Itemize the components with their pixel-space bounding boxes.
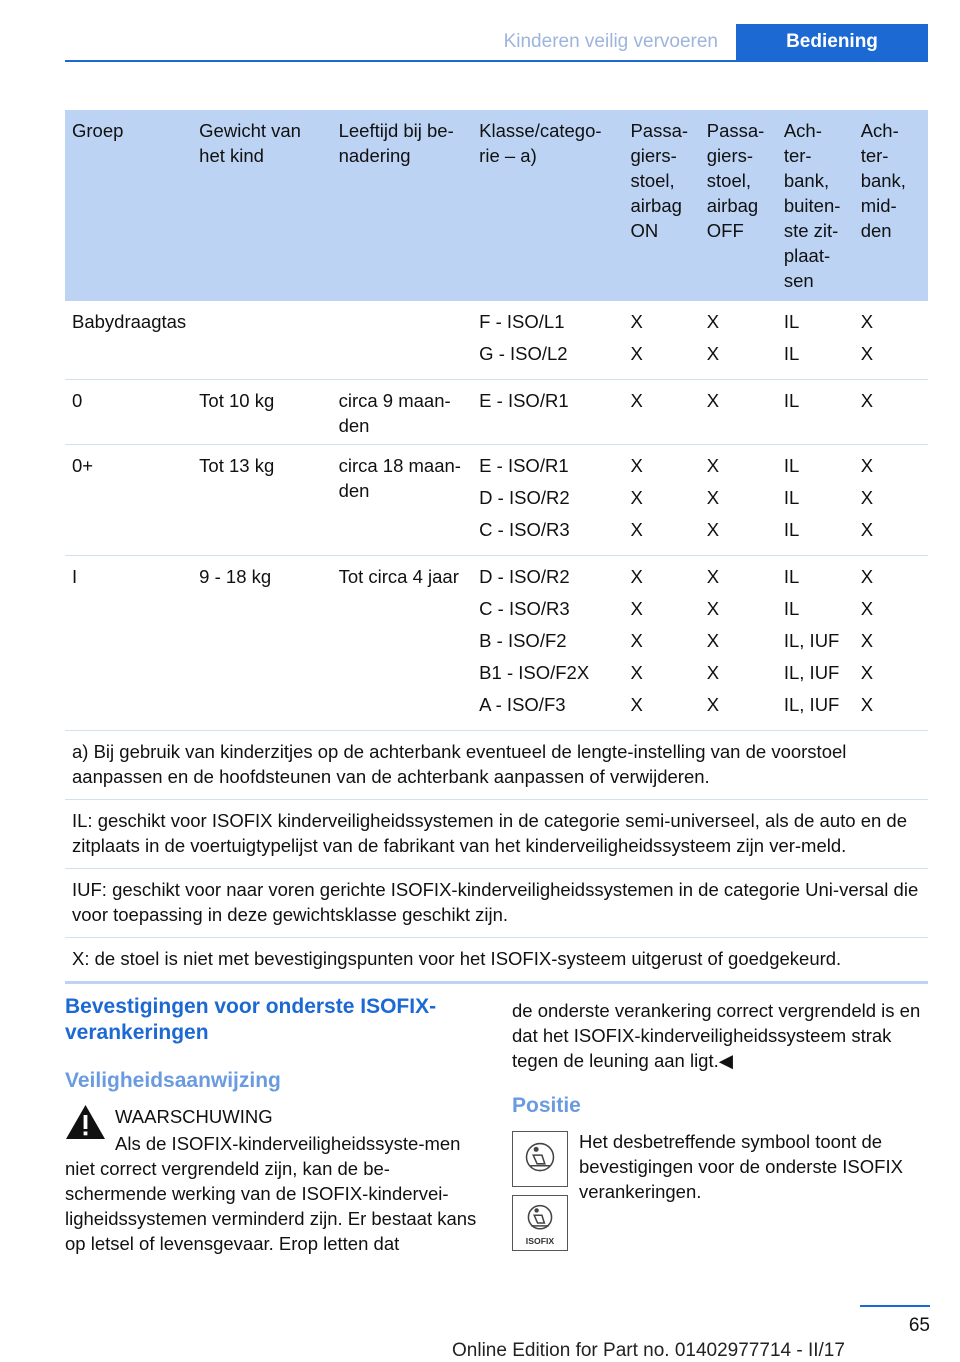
table-footnote-row <box>65 731 928 800</box>
cell-value: X <box>630 343 643 364</box>
warning-continued: de onderste verankering correct vergrendeld is en dat het ISOFIX-kinderveiligheidssysteem strak tegen de leuning aan ligt.◀ <box>512 1000 921 1071</box>
left-column <box>65 994 480 1256</box>
cell-value: B1 - ISO/F2X <box>479 662 590 683</box>
cell-value: X <box>630 694 643 715</box>
safety-heading: Veiligheidsaanwijzing <box>65 1069 281 1092</box>
cell-value: X <box>860 487 874 508</box>
weight-cell: Tot 13 kg <box>192 445 331 556</box>
warning-block <box>65 1104 480 1256</box>
cell-value: X <box>630 662 643 683</box>
cell-value: E - ISO/R1 <box>479 455 569 476</box>
cell-value: IL <box>783 311 800 332</box>
table-footnote-row <box>65 869 928 938</box>
cell-value: IL <box>783 343 800 364</box>
cell-value: C - ISO/R3 <box>479 519 570 540</box>
class-column-cell <box>777 445 854 556</box>
cell-value: IL <box>783 487 800 508</box>
class-column-cell <box>700 301 777 380</box>
page-number: 65 <box>860 1305 930 1337</box>
column-header: Passa- giers- stoel, airbag OFF <box>700 110 777 301</box>
class-column-cell <box>854 445 928 556</box>
class-column-cell <box>472 380 623 445</box>
class-column-cell <box>700 380 777 445</box>
isofix-label: ISOFIX <box>525 1236 555 1247</box>
cell-value: X <box>860 662 874 683</box>
child-seat-icon <box>512 1131 568 1187</box>
group-cell: I <box>65 556 192 731</box>
cell-value: IL, IUF <box>783 630 840 651</box>
cell-value: X <box>706 311 720 332</box>
class-column-cell <box>472 556 623 731</box>
footnote-text: a) Bij gebruik van kinderzitjes op de achterbank eventueel de lengte-instelling van de voorstoel aanpassen en de hoofdsteunen van de achterbank aanpassen of verwijderen. <box>65 731 928 800</box>
cell-value: X <box>630 455 643 476</box>
table-row <box>65 380 928 445</box>
table-footnote-row <box>65 938 928 983</box>
column-header: Groep <box>65 110 192 301</box>
cell-value: X <box>630 390 643 411</box>
warning-label: WAARSCHUWING <box>115 1106 273 1127</box>
class-column-cell <box>623 445 699 556</box>
table-row <box>65 445 928 556</box>
cell-value: IL <box>783 566 800 587</box>
right-column <box>512 998 930 1247</box>
class-column-cell <box>700 556 777 731</box>
footnote-text: X: de stoel is niet met bevestigingspunten voor het ISOFIX-systeem uitgerust of goedgekeurd. <box>65 938 928 983</box>
position-heading: Positie <box>512 1094 581 1117</box>
cell-value: F - ISO/L1 <box>479 311 565 332</box>
footnote-text: IL: geschikt voor ISOFIX kinderveiligheidssystemen in de categorie semi-universeel, als de auto en de zitplaats in de voertuigtypelijst van de fabrikant van het kinderveiligheidssysteem zijn ver-meld. <box>65 800 928 869</box>
age-cell: Tot circa 4 jaar <box>332 556 473 731</box>
column-header: Leeftijd bij be- nadering <box>332 110 473 301</box>
group-cell: Babydraagtas <box>65 301 192 380</box>
column-header: Klasse/catego- rie – a) <box>472 110 623 301</box>
class-column-cell <box>623 556 699 731</box>
cell-value: X <box>860 343 874 364</box>
age-cell: circa 18 maan- den <box>332 445 473 556</box>
cell-value: IL <box>783 519 800 540</box>
cell-value: X <box>860 630 874 651</box>
cell-value: X <box>860 455 874 476</box>
age-cell <box>332 301 473 380</box>
cell-value: X <box>706 598 720 619</box>
cell-value: X <box>630 519 643 540</box>
class-column-cell <box>777 556 854 731</box>
class-column-cell <box>854 301 928 380</box>
page-header <box>65 24 928 62</box>
cell-value: X <box>630 598 643 619</box>
cell-value: E - ISO/R1 <box>479 390 569 411</box>
isofix-seat-table <box>65 110 928 984</box>
header-section-title: Kinderen veilig vervoeren <box>503 31 718 52</box>
position-block <box>512 1129 930 1247</box>
class-column-cell <box>472 445 623 556</box>
class-column-cell <box>854 380 928 445</box>
cell-value: D - ISO/R2 <box>479 487 570 508</box>
warning-text: Als de ISOFIX-kinderveiligheidssyste-men niet correct vergrendeld zijn, kan de be-schermende werking van de ISOFIX-kindervei-ligheidssystemen verminderd zijn. Er bestaat kans op letsel of levensgevaar. Erop letten dat <box>65 1133 477 1254</box>
table-row <box>65 556 928 731</box>
age-cell: circa 9 maan- den <box>332 380 473 445</box>
cell-value: X <box>630 487 643 508</box>
cell-value: A - ISO/F3 <box>479 694 566 715</box>
edition-footer: Online Edition for Part no. 01402977714 - II/17 <box>452 1340 845 1361</box>
cell-value: X <box>630 566 643 587</box>
cell-value: X <box>706 566 720 587</box>
class-column-cell <box>777 380 854 445</box>
cell-value: B - ISO/F2 <box>479 630 567 651</box>
weight-cell: Tot 10 kg <box>192 380 331 445</box>
column-header: Gewicht van het kind <box>192 110 331 301</box>
cell-value: X <box>706 519 720 540</box>
cell-value: X <box>860 598 874 619</box>
cell-value: IL <box>783 598 800 619</box>
position-text: Het desbetreffende symbool toont de bevestigingen voor de onderste ISOFIX verankeringen. <box>579 1131 903 1202</box>
cell-value: X <box>860 311 874 332</box>
cell-value: X <box>706 630 720 651</box>
cell-value: X <box>706 662 720 683</box>
column-header: Passa- giers- stoel, airbag ON <box>623 110 699 301</box>
cell-value: X <box>706 343 720 364</box>
table-footnote-row <box>65 800 928 869</box>
cell-value: G - ISO/L2 <box>479 343 568 364</box>
class-column-cell <box>854 556 928 731</box>
cell-value: X <box>706 694 720 715</box>
cell-value: IL, IUF <box>783 694 840 715</box>
cell-value: X <box>860 519 874 540</box>
cell-value: X <box>630 630 643 651</box>
group-cell: 0+ <box>65 445 192 556</box>
column-header: Ach- ter- bank, mid- den <box>854 110 928 301</box>
cell-value: X <box>706 455 720 476</box>
cell-value: X <box>860 694 874 715</box>
warning-triangle-icon <box>65 1104 106 1140</box>
class-column-cell <box>623 380 699 445</box>
cell-value: C - ISO/R3 <box>479 598 570 619</box>
class-column-cell <box>472 301 623 380</box>
column-header: Ach- ter- bank, buiten- ste zit- plaat- sen <box>777 110 854 301</box>
cell-value: X <box>860 390 874 411</box>
table-header-row <box>65 110 928 301</box>
table-row <box>65 301 928 380</box>
cell-value: IL, IUF <box>783 662 840 683</box>
cell-value: X <box>706 390 720 411</box>
group-cell: 0 <box>65 380 192 445</box>
cell-value: X <box>706 487 720 508</box>
class-column-cell <box>623 301 699 380</box>
class-column-cell <box>700 445 777 556</box>
header-tab: Bediening <box>736 24 928 60</box>
weight-cell: 9 - 18 kg <box>192 556 331 731</box>
section-title: Bevestigingen voor onderste ISOFIX-verankeringen <box>65 995 437 1044</box>
weight-cell <box>192 301 331 380</box>
isofix-child-seat-icon <box>512 1195 568 1251</box>
cell-value: D - ISO/R2 <box>479 566 570 587</box>
cell-value: X <box>860 566 874 587</box>
cell-value: IL <box>783 455 800 476</box>
class-column-cell <box>777 301 854 380</box>
cell-value: X <box>630 311 643 332</box>
footnote-text: IUF: geschikt voor naar voren gerichte ISOFIX-kinderveiligheidssystemen in de categorie Uni-versal die voor toepassing in deze gewichtsklasse geschikt zijn. <box>65 869 928 938</box>
cell-value: IL <box>783 390 800 411</box>
